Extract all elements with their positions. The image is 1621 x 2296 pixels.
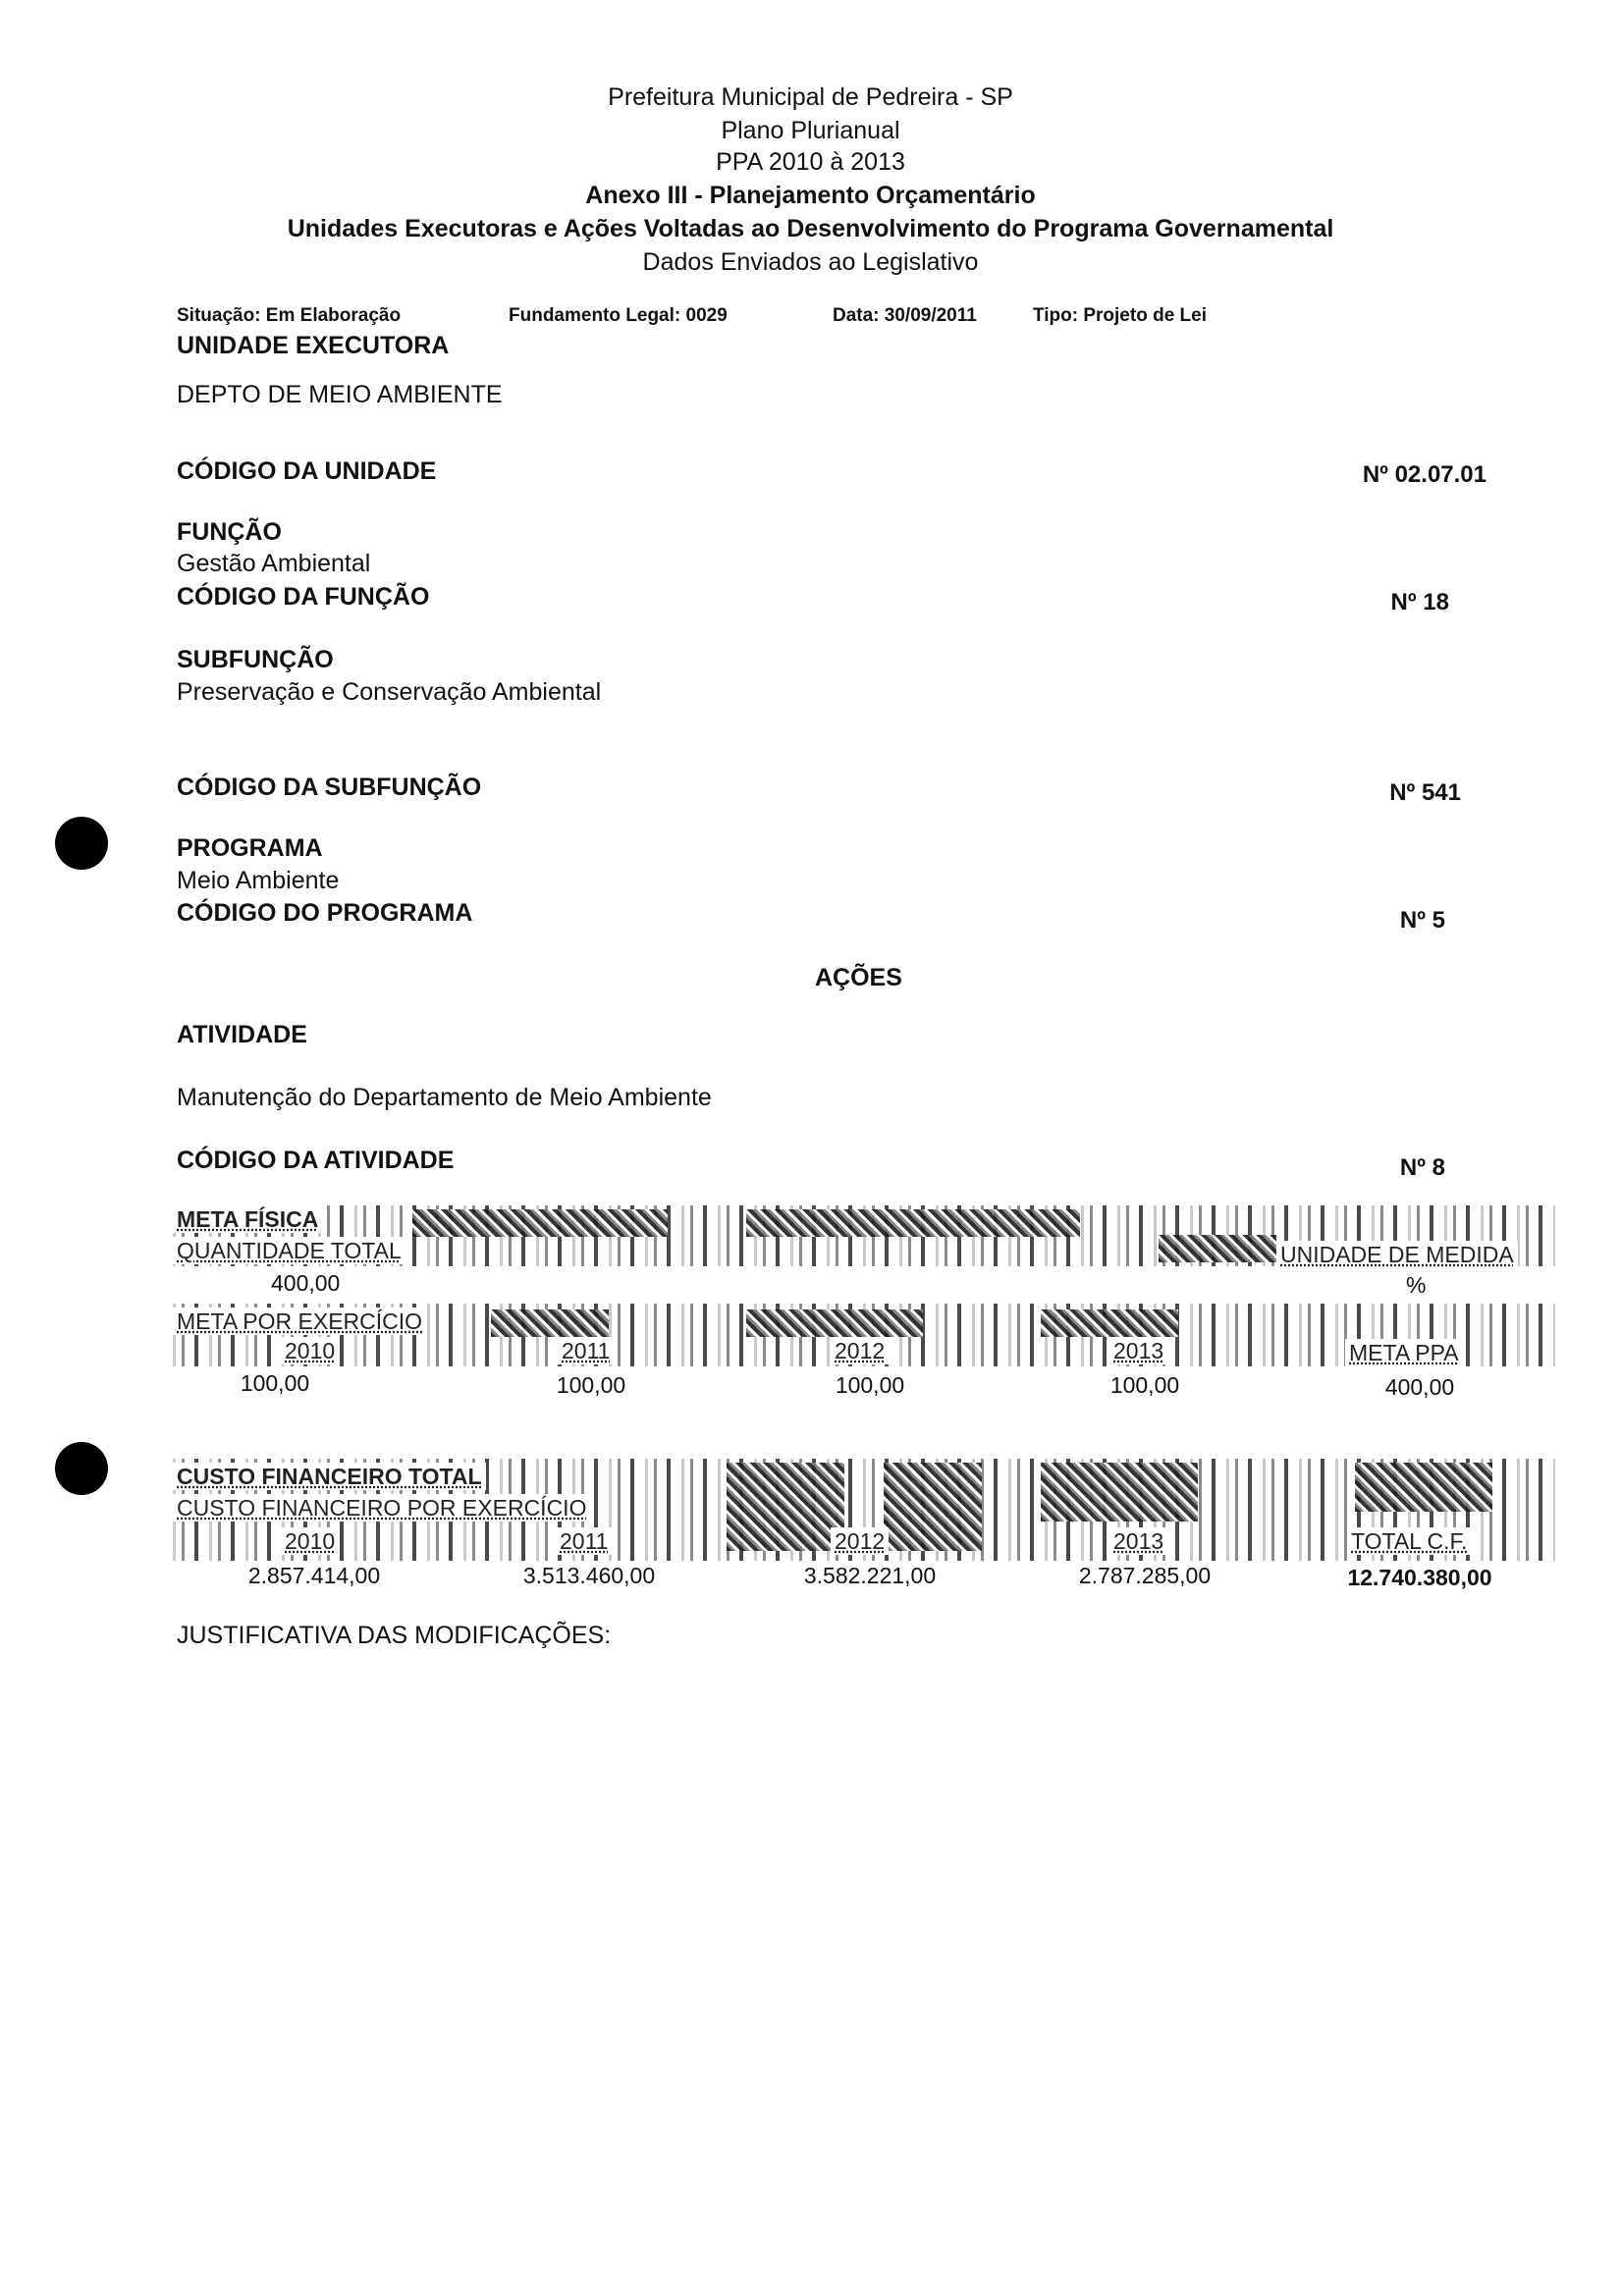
atividade-value: Manutenção do Departamento de Meio Ambiente: [177, 1084, 712, 1111]
codigo-funcao-value: Nº 18: [1390, 589, 1449, 615]
custo-value-2012: 3.582.221,00: [803, 1563, 937, 1588]
custo-noise-4: [1355, 1463, 1492, 1512]
codigo-unidade-value: Nº 02.07.01: [1362, 461, 1486, 488]
meta-fundamento: Fundamento Legal: 0029: [509, 305, 728, 326]
meta-data: Data: 30/09/2011: [833, 305, 977, 326]
custo-total-value: 12.740.380,00: [1347, 1565, 1492, 1590]
meta-fisica-noise-1: [412, 1209, 668, 1237]
meta-year-2011: 2011: [558, 1337, 614, 1364]
codigo-unidade-label: CÓDIGO DA UNIDADE: [177, 457, 437, 485]
custo-total-label: TOTAL C.F.: [1347, 1527, 1471, 1555]
custo-year-2013: 2013: [1109, 1527, 1167, 1555]
punch-hole-bottom: [55, 1442, 108, 1495]
custo-exercicio-label: CUSTO FINANCEIRO POR EXERCÍCIO: [173, 1494, 590, 1522]
punch-hole-top: [55, 817, 108, 870]
codigo-atividade-label: CÓDIGO DA ATIVIDADE: [177, 1147, 455, 1174]
meta-ppa-value: 400,00: [1384, 1374, 1455, 1400]
meta-fisica-noise-3: [1159, 1235, 1276, 1262]
codigo-programa-label: CÓDIGO DO PROGRAMA: [177, 899, 473, 927]
meta-value-2011: 100,00: [556, 1372, 626, 1398]
custo-total-title: CUSTO FINANCEIRO TOTAL: [173, 1463, 486, 1490]
meta-exercicio-noise-3: [1041, 1309, 1178, 1337]
unidade-medida-value: %: [1406, 1272, 1427, 1298]
custo-noise-1: [727, 1463, 844, 1551]
header-plan: Plano Plurianual: [721, 117, 900, 144]
subfuncao-value: Preservação e Conservação Ambiental: [177, 678, 602, 706]
codigo-atividade-value: Nº 8: [1399, 1154, 1445, 1181]
custo-noise-2: [884, 1463, 982, 1551]
custo-noise-3: [1041, 1463, 1198, 1522]
unidade-medida-label: UNIDADE DE MEDIDA: [1276, 1241, 1518, 1268]
meta-situacao: Situação: Em Elaboração: [177, 305, 402, 326]
meta-tipo: Tipo: Projeto de Lei: [1033, 305, 1207, 326]
meta-year-2010: 2010: [281, 1337, 339, 1364]
header-status: Dados Enviados ao Legislativo: [642, 248, 979, 276]
meta-value-2010: 100,00: [240, 1370, 310, 1396]
meta-fisica-noise-2: [746, 1209, 1080, 1237]
justificativa-label: JUSTIFICATIVA DAS MODIFICAÇÕES:: [177, 1622, 612, 1649]
acoes-title: AÇÕES: [815, 964, 902, 991]
unidade-value: DEPTO DE MEIO AMBIENTE: [177, 381, 503, 408]
codigo-subfuncao-value: Nº 541: [1389, 779, 1461, 806]
meta-fisica-title: META FÍSICA: [173, 1205, 322, 1233]
header-period: PPA 2010 à 2013: [716, 148, 905, 176]
header-annex: Anexo III - Planejamento Orçamentário: [585, 182, 1036, 209]
custo-year-2012: 2012: [831, 1527, 889, 1555]
codigo-funcao-label: CÓDIGO DA FUNÇÃO: [177, 583, 430, 611]
programa-label: PROGRAMA: [177, 834, 323, 862]
custo-value-2011: 3.513.460,00: [522, 1563, 656, 1588]
programa-value: Meio Ambiente: [177, 867, 340, 894]
header-municipality: Prefeitura Municipal de Pedreira - SP: [608, 83, 1013, 111]
atividade-label: ATIVIDADE: [177, 1021, 307, 1048]
codigo-programa-value: Nº 5: [1399, 907, 1445, 934]
meta-year-2012: 2012: [831, 1337, 889, 1364]
custo-year-2010: 2010: [281, 1527, 339, 1555]
meta-value-2013: 100,00: [1109, 1372, 1180, 1398]
subfuncao-label: SUBFUNÇÃO: [177, 646, 334, 673]
meta-year-2013: 2013: [1109, 1337, 1167, 1364]
custo-value-2010: 2.857.414,00: [247, 1563, 381, 1588]
meta-exercicio-noise-2: [746, 1309, 923, 1337]
codigo-subfuncao-label: CÓDIGO DA SUBFUNÇÃO: [177, 774, 482, 801]
custo-year-2011: 2011: [556, 1527, 612, 1555]
meta-value-2012: 100,00: [835, 1372, 905, 1398]
header-subtitle: Unidades Executoras e Ações Voltadas ao Desenvolvimento do Programa Governamental: [287, 215, 1334, 242]
custo-value-2013: 2.787.285,00: [1078, 1563, 1212, 1588]
quantidade-total-label: QUANTIDADE TOTAL: [173, 1237, 405, 1264]
unidade-label: UNIDADE EXECUTORA: [177, 332, 450, 359]
meta-ppa-label: META PPA: [1345, 1339, 1463, 1366]
meta-exercicio-label: META POR EXERCÍCIO: [173, 1308, 426, 1335]
funcao-label: FUNÇÃO: [177, 518, 282, 546]
meta-exercicio-noise-1: [491, 1309, 609, 1337]
quantidade-total-value: 400,00: [271, 1270, 341, 1296]
funcao-value: Gestão Ambiental: [177, 550, 371, 577]
